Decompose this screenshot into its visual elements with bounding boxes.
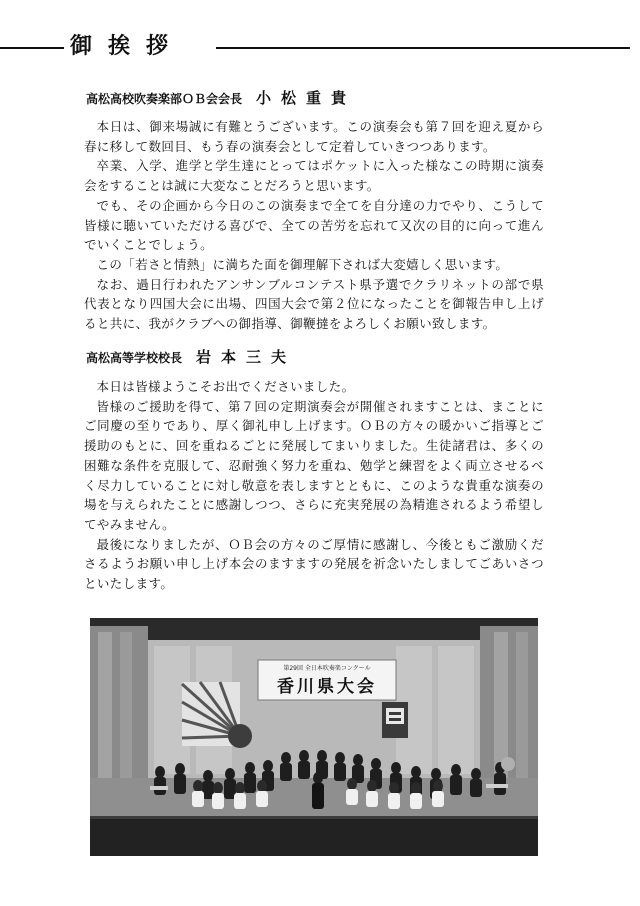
banner-subtitle: 第29回 全日本吹奏楽コンクール <box>283 665 371 672</box>
section-1-paragraph: なお、過日行われたアンサンブルコンテスト県予選でクラリネットの部で県代表となり四国大会に出場、四国大会で第２位になったことを御報告申し上げると共に、我がクラブへの御指導、御鞭撻をよろしくお願い致します。 <box>84 276 544 332</box>
contest-banner <box>258 660 396 700</box>
heading-rule-right <box>216 47 630 49</box>
section-1-paragraph: 卒業、入学、進学と学生達にとってはポケットに入った様なこの時期に演奏会をすることは誠に大変なことだろうと思います。 <box>84 158 544 194</box>
concert-photo <box>90 618 538 856</box>
section-1-paragraph: この「若さと情熱」に満ちた面を御理解下されば大変嬉しく思います。 <box>96 256 509 272</box>
speaker-1-heading <box>86 88 356 109</box>
banner-title: 香川県大会 <box>277 677 377 697</box>
page-title: 御挨拶 <box>70 34 185 59</box>
speaker-2-title: 高松高等学校校長 <box>86 351 183 365</box>
section-2-paragraph: 皆様のご援助を得て、第７回の定期演奏会が開催されますことは、まことにご同慶の至りであり、厚く御礼申し上げます。ＯＢの方々の暖かいご指導とご援助のもとに、回を重ねるごとに発展してまいりました。生徒諸君は、多くの困難な条件を克服して、忍耐強く努力を重ね、勉学と練習をよく両立させるべく尽力していることに対し敬意を表しますとともに、このような貴重な演奏の場を与えられたことに感謝しつつ、さらに充実発展の為精進されるよう希望してやみません。 <box>84 398 544 532</box>
heading-row <box>0 32 640 62</box>
speaker-2-name: 岩本三夫 <box>196 348 297 366</box>
speaker-1-name: 小松重貴 <box>256 89 357 107</box>
speaker-2-heading <box>86 347 296 368</box>
section-2-paragraph: 最後になりましたが、ＯＢ会の方々のご厚情に感謝し、今後ともご激励くださるようお願い申し上げ本会のますますの発展を祈念いたしましてごあいさつといたします。 <box>84 536 544 592</box>
speaker-1-title: 高松高校吹奏楽部ＯＢ会会長 <box>86 92 243 106</box>
section-2-body <box>84 377 544 594</box>
section-1-paragraph: 本日は、御来場誠に有難とうございます。この演奏会も第７回を迎え夏から春に移して数回目、もう春の演奏会として定着していきつつあります。 <box>84 119 544 154</box>
section-1-body <box>84 117 544 334</box>
heading-rule-left <box>0 47 64 49</box>
section-2-paragraph: 本日は皆様ようこそお出でくださいました。 <box>96 379 355 394</box>
section-1-paragraph: でも、その企画から今日のこの演奏まで全てを自分達の力でやり、こうして皆様に聴いていただける喜びで、全ての苦労を忘れて又次の目的に向って進んでいくことでしょう。 <box>84 197 544 253</box>
logo-panel <box>382 702 408 738</box>
